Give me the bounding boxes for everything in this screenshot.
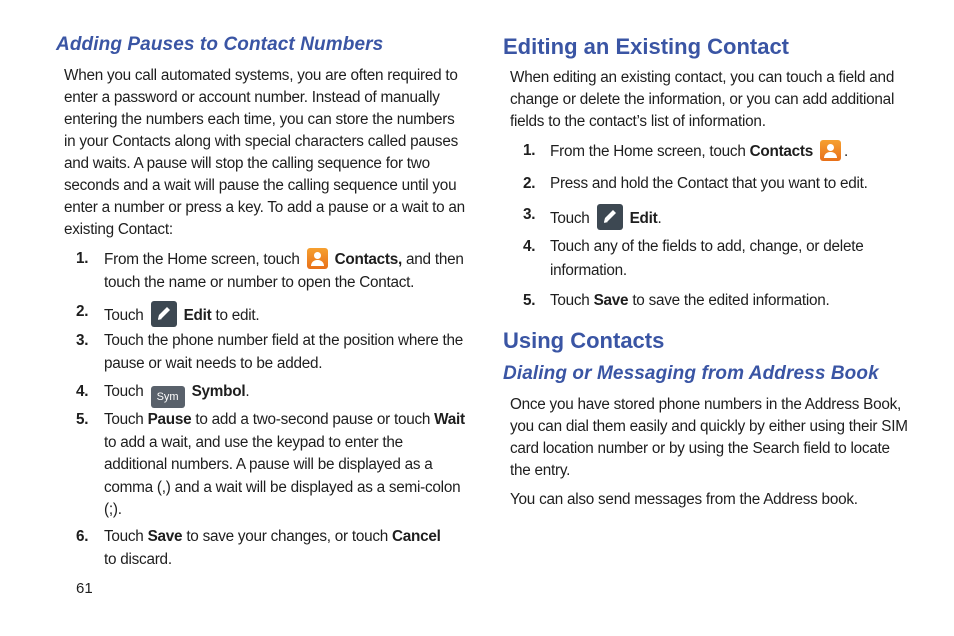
- step-text: Touch: [104, 307, 144, 324]
- step-text: From the Home screen, touch: [104, 251, 300, 268]
- section-heading-using-contacts: Using Contacts: [503, 328, 665, 353]
- contacts-icon: [307, 248, 328, 269]
- adding-pauses-intro: When you call automated systems, you are often required to enter a password or account number. Instead of manually entering the numbers each time, you can store the numbers in your Contacts along with special characters called pauses and waits. A pause will stop the calling sequence for two seconds and a wait will pause the calling sequence until you enter a number or press a key. To add a pause or a wait to an existing Contact:: [64, 67, 465, 238]
- contacts-icon: [820, 140, 841, 161]
- step-number: 2.: [76, 303, 89, 320]
- step-text: .: [657, 210, 662, 227]
- step-number: 4.: [76, 383, 89, 400]
- step-bold-save: Save: [147, 528, 183, 545]
- step-text: to save the edited information.: [632, 292, 830, 309]
- step-bold-symbol: Symbol: [191, 383, 246, 400]
- section-subheading-dialing: Dialing or Messaging from Address Book: [503, 363, 879, 384]
- step-text: Touch the phone number field at the position where the pause or wait needs to be added.: [104, 332, 463, 372]
- step-number: 3.: [523, 206, 536, 223]
- step-number: 5.: [76, 411, 89, 428]
- step-number: 3.: [76, 332, 89, 349]
- step-text: Touch: [550, 292, 590, 309]
- step-number: 1.: [523, 142, 536, 159]
- edit-pencil-icon: [151, 301, 177, 327]
- step-bold-wait: Wait: [434, 411, 465, 428]
- step-bold-save: Save: [593, 292, 629, 309]
- step-text: Touch: [104, 411, 144, 428]
- step-bold-contacts: Contacts: [749, 143, 814, 160]
- messaging-paragraph: You can also send messages from the Address book.: [510, 491, 858, 508]
- step-text: and then touch the name or number to open the Contact.: [104, 251, 464, 291]
- step-number: 2.: [523, 175, 536, 192]
- edit-pencil-icon: [597, 204, 623, 230]
- step-text: to save your changes, or touch: [186, 528, 388, 545]
- step-text: to add a wait, and use the keypad to enter the additional numbers. A pause will be displayed as a comma (,) and a wait will be displayed as a semi-colon (;).: [104, 433, 461, 518]
- section-heading-editing-contact: Editing an Existing Contact: [503, 34, 790, 59]
- step-text: Touch: [104, 528, 144, 545]
- step-text: to discard.: [104, 550, 172, 568]
- step-number: 1.: [76, 250, 89, 267]
- step-bold-cancel: Cancel: [392, 528, 441, 545]
- step-bold-pause: Pause: [147, 411, 192, 428]
- step-text: Touch any of the fields to add, change, or delete information.: [550, 238, 864, 279]
- step-text: to add a two-second pause or touch: [195, 411, 431, 428]
- step-text: Touch: [550, 210, 590, 227]
- step-number: 6.: [76, 528, 89, 545]
- step-bold-edit: Edit: [183, 307, 212, 324]
- editing-contact-intro: When editing an existing contact, you can touch a field and change or delete the information, or you can add additional fields to the contact’s list of information.: [510, 69, 895, 130]
- sym-key-icon: Sym: [151, 386, 185, 408]
- step-text: to edit.: [215, 307, 260, 324]
- dialing-paragraph: Once you have stored phone numbers in the Address Book, you can dial them easily and quickly by either using their SIM card location number or by using the Search field to locate the entry.: [510, 396, 908, 479]
- page-number: 61: [76, 580, 93, 597]
- section-subheading-adding-pauses: Adding Pauses to Contact Numbers: [56, 34, 384, 55]
- step-text: From the Home screen, touch: [550, 143, 746, 160]
- step-bold-edit: Edit: [629, 210, 658, 227]
- step-text: .: [844, 143, 849, 160]
- step-text: Touch: [104, 383, 144, 400]
- step-number: 5.: [523, 292, 536, 309]
- step-bold-contacts: Contacts,: [334, 251, 403, 268]
- step-number: 4.: [523, 238, 536, 255]
- step-text: .: [245, 383, 250, 400]
- step-text: Press and hold the Contact that you want to edit.: [550, 175, 868, 192]
